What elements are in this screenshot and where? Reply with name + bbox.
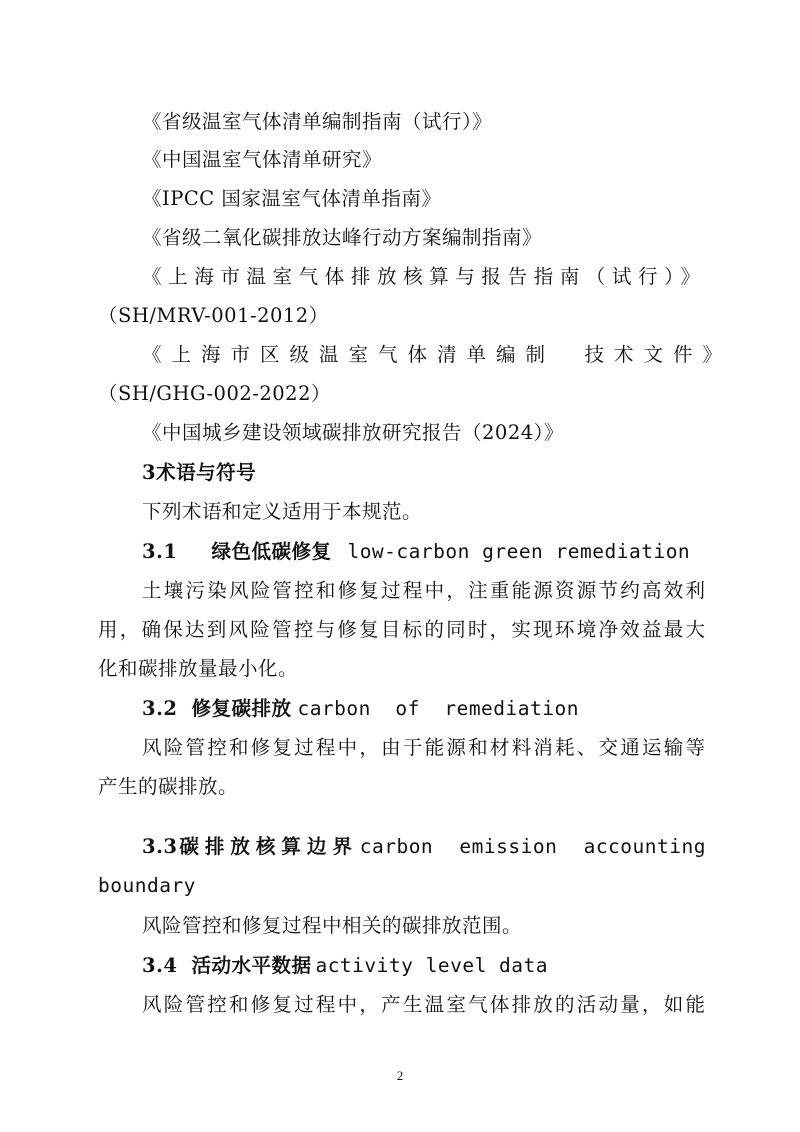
term-zh: 活动水平数据 <box>191 954 312 977</box>
term-heading-3-1 <box>142 539 706 565</box>
term-en-continued: boundary <box>98 874 196 897</box>
reference-code: （SH/MRV-001-2012） <box>98 304 329 327</box>
term-definition-line: 化和碳排放量最小化。 <box>98 657 299 680</box>
term-definition-line: 用，确保达到风险管控与修复目标的同时，实现环境净效益最大 <box>98 618 706 641</box>
term-number: 3.1 <box>142 540 178 563</box>
section-heading: 3术语与符号 <box>142 461 257 484</box>
term-zh: 修复碳排放 <box>191 697 292 720</box>
term-number: 3.2 <box>142 697 178 720</box>
term-en: carbon of remediation <box>297 697 579 720</box>
term-heading-3-3 <box>142 834 706 860</box>
term-zh: 碳排放核算边界 <box>179 835 358 858</box>
section-intro: 下列术语和定义适用于本规范。 <box>142 500 423 523</box>
term-heading-3-4 <box>142 953 706 979</box>
reference-item: 《上海市温室气体排放核算与报告指南（试行）》 <box>142 265 706 288</box>
term-en: low-carbon green remediation <box>347 540 691 563</box>
term-definition-line: 产生的碳排放。 <box>98 775 239 798</box>
reference-item: 《省级二氧化碳排放达峰行动方案编制指南》 <box>142 226 543 249</box>
reference-item: 《上海市区级温室气体清单编制 技术文件》 <box>142 343 733 366</box>
reference-item: 《中国城乡建设领域碳排放研究报告（2024）》 <box>142 421 564 444</box>
reference-item: 《IPCC 国家温室气体清单指南》 <box>142 187 442 210</box>
term-number: 3.3 <box>142 835 178 858</box>
reference-item: 《省级温室气体清单编制指南（试行）》 <box>142 110 493 133</box>
page-number: 2 <box>396 1068 404 1083</box>
reference-code: （SH/GHG-002-2022） <box>98 382 331 405</box>
term-zh: 绿色低碳修复 <box>211 540 332 563</box>
term-en: activity level data <box>315 954 549 977</box>
term-definition-line: 风险管控和修复过程中相关的碳排放范围。 <box>142 914 523 937</box>
term-definition-line: 风险管控和修复过程中，产生温室气体排放的活动量，如能 <box>142 993 706 1016</box>
term-heading-3-2 <box>142 696 706 722</box>
term-definition-line: 土壤污染风险管控和修复过程中，注重能源资源节约高效利 <box>142 579 706 602</box>
term-en: carbon emission accounting <box>359 835 706 858</box>
term-number: 3.4 <box>142 954 178 977</box>
reference-item: 《中国温室气体清单研究》 <box>142 148 383 171</box>
term-definition-line: 风险管控和修复过程中，由于能源和材料消耗、交通运输等 <box>142 736 706 759</box>
